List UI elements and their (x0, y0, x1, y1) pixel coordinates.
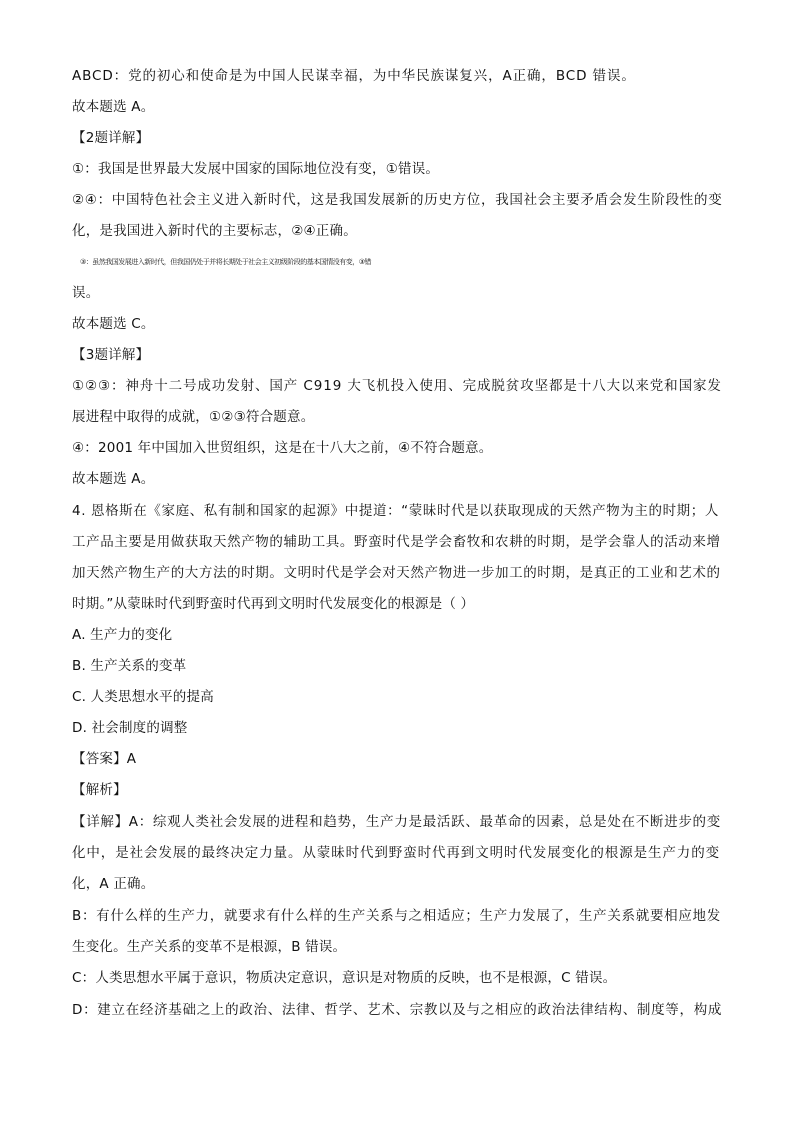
option-c: C. 人类思想水平的提高 (72, 689, 214, 705)
text-line: B：有什么样的生产力，就要求有什么样的生产关系与之相适应；生产力发展了，生产关系就要相应地发 (72, 908, 721, 924)
answer-label: 【答案】A (72, 751, 137, 767)
text-line: ①：我国是世界最大发展中国家的国际地位没有变，①错误。 (72, 161, 440, 177)
option-b: B. 生产关系的变革 (72, 658, 187, 674)
text-line: ②④：中国特色社会主义进入新时代，这是我国发展新的历史方位，我国社会主要矛盾会发生阶段性的变 (72, 192, 723, 208)
question-stem: 工产品主要是用做获取天然产物的辅助工具。野蛮时代是学会畜牧和农耕的时期，是学会靠人的活动来增 (72, 534, 721, 550)
option-d: D. 社会制度的调整 (72, 720, 188, 736)
text-line: 生变化。生产关系的变革不是根源，B 错误。 (72, 939, 347, 955)
section-heading: 【2题详解】 (72, 130, 150, 146)
text-line: 故本题选 A。 (72, 471, 155, 487)
text-line: ③：虽然我国发展进入新时代，但我国仍处于并将长期处于社会主义初级阶段的基本国情没有变，③错 (80, 258, 372, 266)
text-line: ①②③：神舟十二号成功发射、国产 C919 大飞机投入使用、完成脱贫攻坚都是十八大以来党和国家发 (72, 378, 722, 394)
question-stem: 4. 恩格斯在《家庭、私有制和国家的起源》中提道：“蒙昧时代是以获取现成的天然产物为主的时期；人 (72, 503, 719, 519)
text-line: C：人类思想水平属于意识，物质决定意识，意识是对物质的反映，也不是根源，C 错误。 (72, 970, 617, 986)
text-line: 误。 (72, 285, 100, 301)
question-stem: 时期。”从蒙昧时代到野蛮时代再到文明时代发展变化的根源是（ ） (72, 596, 475, 612)
text-line: 故本题选 A。 (72, 99, 155, 115)
analysis-label: 【解析】 (72, 782, 127, 798)
text-line: 故本题选 C。 (72, 316, 155, 332)
question-stem: 加天然产物生产的大方法的时期。文明时代是学会对天然产物进一步加工的时期，是真正的工业和艺术的 (72, 565, 721, 581)
text-line: 化，是我国进入新时代的主要标志，②④正确。 (72, 223, 357, 239)
text-line: ABCD：党的初心和使命是为中国人民谋幸福，为中华民族谋复兴，A正确，BCD 错误。 (72, 68, 636, 84)
text-line: 【详解】A：综观人类社会发展的进程和趋势，生产力是最活跃、最革命的因素，总是处在不断进步的变 (72, 814, 721, 830)
text-line: D：建立在经济基础之上的政治、法律、哲学、艺术、宗教以及与之相应的政治法律结构、制度等，构成 (72, 1002, 723, 1018)
text-line: 化中，是社会发展的最终决定力量。从蒙昧时代到野蛮时代再到文明时代发展变化的根源是生产力的变 (72, 845, 720, 861)
text-line: ④：2001 年中国加入世贸组织，这是在十八大之前，④不符合题意。 (72, 440, 493, 456)
option-a: A. 生产力的变化 (72, 627, 173, 643)
text-line: 展进程中取得的成就，①②③符合题意。 (72, 409, 315, 425)
section-heading: 【3题详解】 (72, 347, 150, 363)
text-line: 化，A 正确。 (72, 876, 155, 892)
